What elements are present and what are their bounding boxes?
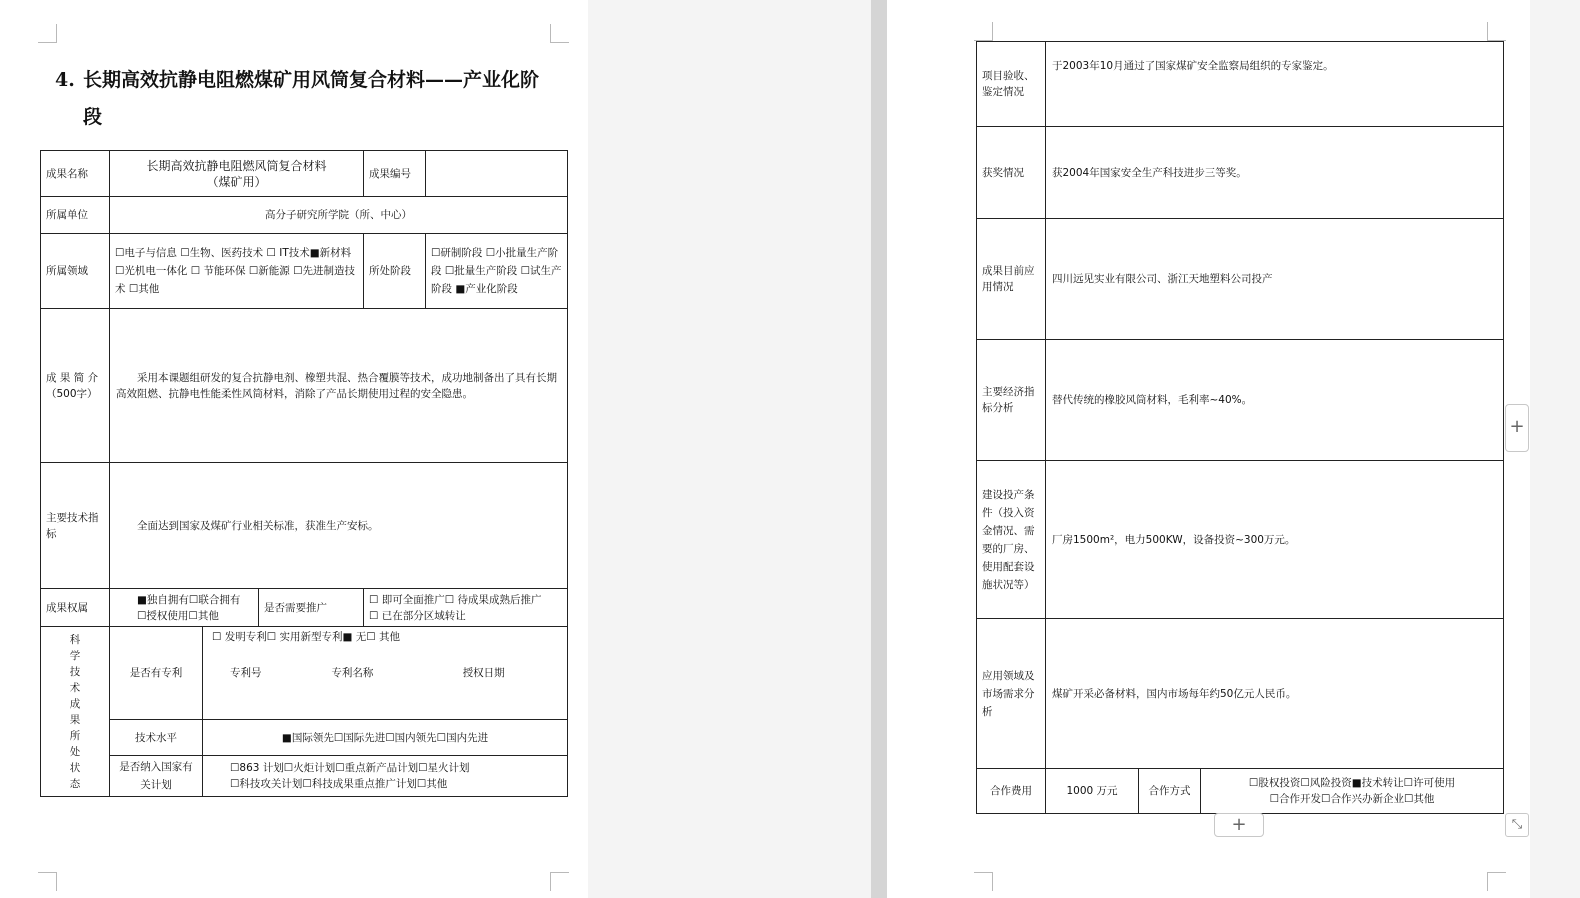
economic-value[interactable]: 替代传统的橡胶风筒材料，毛利率~40%。	[1046, 340, 1504, 461]
page-divider	[871, 0, 887, 898]
unit-value[interactable]: 高分子研究所学院（所、中心）	[110, 197, 568, 234]
stage-value[interactable]: ☐研制阶段 ☐小批量生产阶段 ☐批量生产阶段 ☐试生产阶段 ■产业化阶段	[426, 234, 568, 309]
tech-value[interactable]: 全面达到国家及煤矿行业相关标准，获准生产安标。	[110, 463, 568, 589]
mode-value[interactable]	[1201, 769, 1504, 814]
application-label: 成果目前应用情况	[977, 219, 1046, 340]
patent-label: 是否有专利	[110, 627, 203, 720]
plus-icon: +	[1509, 416, 1525, 437]
crop-mark	[38, 24, 57, 43]
patent-date-header: 授权日期	[462, 667, 505, 679]
acceptance-value[interactable]: 于2003年10月通过了国家煤矿安全监察局组织的专家鉴定。	[1046, 42, 1504, 127]
promotion-label: 是否需要推广	[259, 589, 364, 627]
award-value[interactable]: 获2004年国家安全生产科技进步三等奖。	[1046, 127, 1504, 219]
mode-label: 合作方式	[1139, 769, 1201, 814]
name-label: 成果名称	[41, 151, 110, 197]
economic-label: 主要经济指标分析	[977, 340, 1046, 461]
field-value[interactable]: ☐电子与信息 ☐生物、医药技术 ☐ IT技术■新材料 ☐光机电一体化 ☐ 节能环保 ☐新能源 ☐先进制造技术 ☐其他	[110, 234, 364, 309]
application-value[interactable]: 四川远见实业有限公司、浙江天地塑料公司投产	[1046, 219, 1504, 340]
patent-columns	[208, 665, 562, 681]
crop-mark	[38, 872, 57, 891]
fee-value[interactable]: 1000 万元	[1046, 769, 1139, 814]
patent-value[interactable]	[203, 627, 568, 720]
market-value[interactable]: 煤矿开采必备材料，国内市场每年约50亿元人民币。	[1046, 619, 1504, 769]
ownership-label: 成果权属	[41, 589, 110, 627]
plus-icon: +	[1231, 814, 1247, 835]
canvas-margin	[1530, 0, 1580, 898]
crop-mark	[974, 22, 993, 41]
level-value[interactable]: ■国际领先☐国际先进☐国内领先☐国内先进	[203, 720, 568, 756]
achievement-table	[40, 150, 568, 797]
plan-line-1: ☐863 计划☐火炬计划☐重点新产品计划☐星火计划	[230, 762, 470, 774]
intro-label: 成 果 简 介（500字）	[41, 309, 110, 463]
promotion-value[interactable]	[364, 589, 568, 627]
plan-label: 是否纳入国家有关计划	[110, 756, 203, 797]
number-label: 成果编号	[364, 151, 426, 197]
stage-label: 所处阶段	[364, 234, 426, 309]
plan-line-2: ☐科技攻关计划☐科技成果重点推广计划☐其他	[230, 778, 448, 790]
mode-line-1: ☐股权投资☐风险投资■技术转让☐许可使用	[1248, 777, 1456, 789]
add-column-button[interactable]	[1505, 404, 1529, 452]
name-value-line-2: （煤矿用）	[206, 174, 267, 189]
status-label: 科学技术成果所处状态	[41, 627, 110, 797]
acceptance-label: 项目验收、鉴定情况	[977, 42, 1046, 127]
number-value[interactable]	[426, 151, 568, 197]
patent-number-header: 专利号	[230, 667, 262, 679]
fee-label: 合作费用	[977, 769, 1046, 814]
promotion-line-2: ☐ 已在部分区域转让	[369, 609, 466, 622]
crop-mark	[974, 872, 993, 891]
crop-mark	[550, 24, 569, 43]
crop-mark	[1487, 872, 1506, 891]
heading-line-2: 段	[83, 106, 103, 128]
section-heading	[55, 62, 555, 136]
name-value-line-1: 长期高效抗静电阻燃风筒复合材料	[146, 158, 327, 173]
conditions-value[interactable]: 厂房1500m²，电力500KW，设备投资~300万元。	[1046, 461, 1504, 619]
patent-types: ☐ 发明专利☐ 实用新型专利■ 无☐ 其他	[212, 631, 401, 643]
plan-value[interactable]	[203, 756, 568, 797]
promotion-line-1: ☐ 即可全面推广☐ 待成果成熟后推广	[369, 593, 542, 606]
tech-label: 主要技术指标	[41, 463, 110, 589]
award-label: 获奖情况	[977, 127, 1046, 219]
crop-mark	[1487, 22, 1506, 41]
heading-line-1: 长期高效抗静电阻燃煤矿用风筒复合材料——产业化阶	[83, 69, 540, 91]
ownership-value[interactable]	[110, 589, 259, 627]
conditions-label: 建设投产条件（投入资金情况、需要的厂房、使用配套设施状况等）	[977, 461, 1046, 619]
ownership-line-2: ☐授权使用☐其他	[137, 609, 219, 622]
name-value[interactable]	[110, 151, 364, 197]
add-row-button[interactable]	[1214, 813, 1264, 837]
heading-number: 4.	[55, 69, 75, 91]
market-label: 应用领域及市场需求分析	[977, 619, 1046, 769]
unit-label: 所属单位	[41, 197, 110, 234]
level-label: 技术水平	[110, 720, 203, 756]
mode-line-2: ☐合作开发☐合作兴办新企业☐其他	[1269, 793, 1435, 805]
table-resize-handle[interactable]	[1505, 813, 1529, 837]
crop-mark	[550, 872, 569, 891]
intro-value[interactable]: 采用本课题组研发的复合抗静电剂、橡塑共混、热合覆膜等技术，成功地制备出了具有长期高效阻燃、抗静电性能柔性风筒材料，消除了产品长期使用过程的安全隐患。	[110, 309, 568, 463]
field-label: 所属领域	[41, 234, 110, 309]
resize-icon: ⤡	[1511, 817, 1523, 832]
cooperation-table	[976, 41, 1504, 814]
canvas-gap	[588, 0, 871, 898]
patent-name-header: 专利名称	[331, 667, 374, 679]
ownership-line-1: ■独自拥有☐联合拥有	[137, 593, 241, 606]
